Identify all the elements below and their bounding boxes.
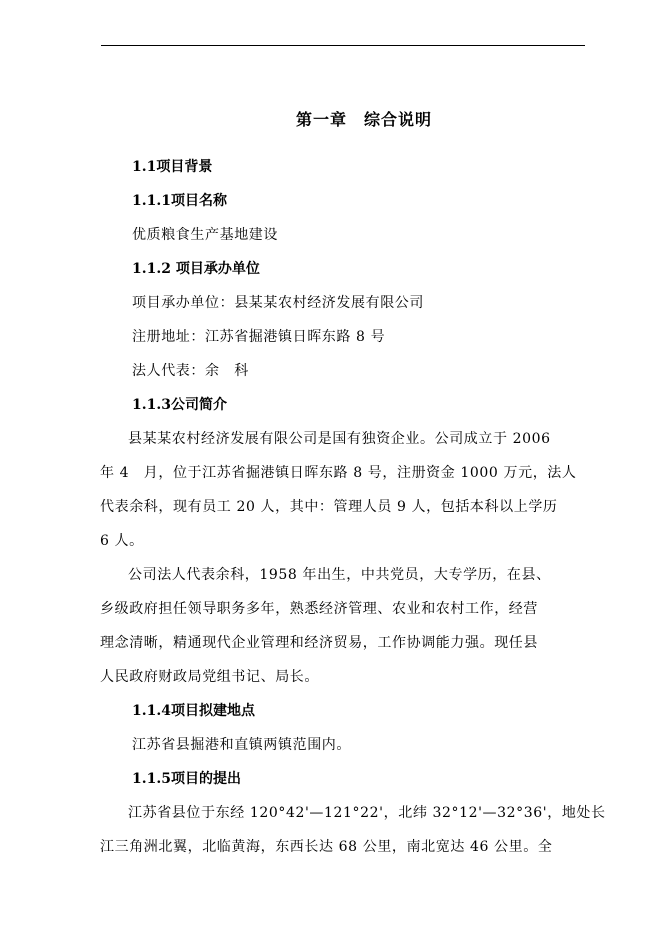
header-rule bbox=[101, 45, 585, 46]
section-heading-1-1-4: 1.1.4项目拟建地点 bbox=[132, 703, 255, 719]
section-heading-1-1-1: 1.1.1项目名称 bbox=[132, 193, 227, 209]
paragraph-line: 人民政府财政局党组书记、局长。 bbox=[100, 669, 319, 685]
paragraph-line: 公司法人代表余科，1958 年出生，中共党员，大专学历，在县、 bbox=[128, 567, 551, 583]
paragraph-line: 年 4 月，位于江苏省掘港镇日晖东路 8 号，注册资金 1000 万元，法人 bbox=[100, 465, 577, 481]
paragraph-line: 乡级政府担任领导职务多年，熟悉经济管理、农业和农村工作，经营 bbox=[100, 601, 538, 617]
document-body bbox=[100, 100, 606, 864]
section-heading-1-1: 1.1项目背景 bbox=[132, 159, 213, 175]
paragraph-line: 县某某农村经济发展有限公司是国有独资企业。公司成立于 2006 bbox=[128, 431, 551, 447]
section-heading-1-1-2: 1.1.2 项目承办单位 bbox=[132, 261, 260, 277]
company-intro-paragraph bbox=[100, 422, 580, 558]
chapter-title: 第一章 综合说明 bbox=[295, 110, 432, 129]
proposal-paragraph bbox=[100, 796, 606, 864]
paragraph-line: 代表余科，现有员工 20 人，其中：管理人员 9 人，包括本科以上学历 bbox=[100, 499, 558, 515]
paragraph-line: 6 人。 bbox=[100, 533, 144, 549]
legal-rep-paragraph bbox=[100, 558, 580, 694]
section-heading-1-1-3: 1.1.3公司简介 bbox=[132, 397, 227, 413]
paragraph-line: 理念清晰，精通现代企业管理和经济贸易，工作协调能力强。现任县 bbox=[100, 635, 538, 651]
project-location: 江苏省县掘港和直镇两镇范围内。 bbox=[132, 737, 351, 753]
registered-address: 注册地址：江苏省掘港镇日晖东路 8 号 bbox=[132, 329, 386, 345]
project-name: 优质粮食生产基地建设 bbox=[132, 227, 278, 243]
paragraph-line: 江三角洲北翼，北临黄海，东西长达 68 公里，南北宽达 46 公里。全 bbox=[100, 839, 553, 855]
paragraph-line: 江苏省县位于东经 120°42'—121°22'，北纬 32°12'—32°36'，地处长 bbox=[128, 805, 606, 821]
section-heading-1-1-5: 1.1.5项目的提出 bbox=[132, 771, 241, 787]
legal-representative: 法人代表：余 科 bbox=[132, 363, 249, 379]
undertaking-unit: 项目承办单位：县某某农村经济发展有限公司 bbox=[132, 295, 424, 311]
